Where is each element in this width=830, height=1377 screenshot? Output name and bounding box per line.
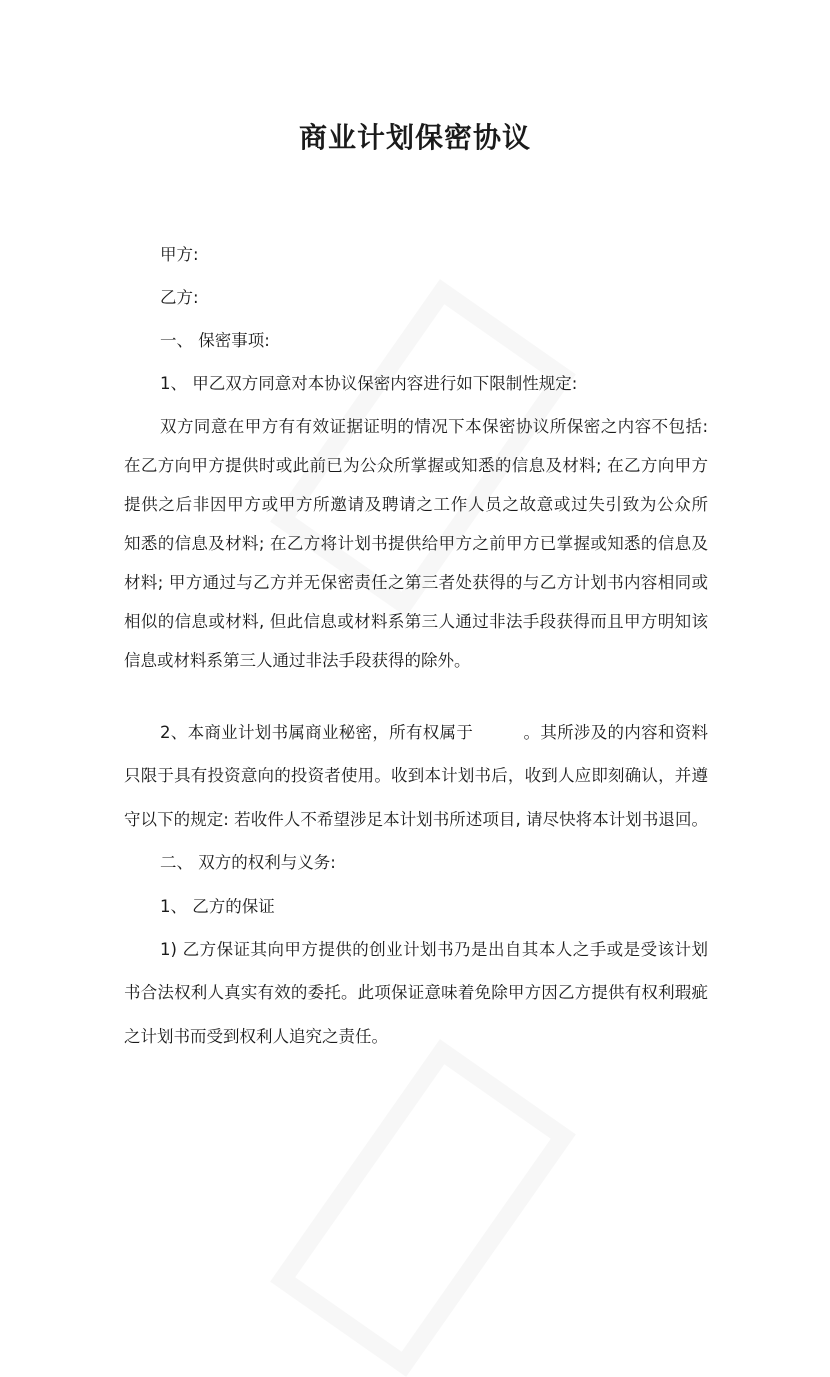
party-b-label: 乙方:: [160, 288, 199, 307]
clause: 1、 乙方的保证: [160, 897, 275, 916]
paragraph-line: 提供之后非因甲方或甲方所邀请及聘请之工作人员之故意或过失引致为公众所: [124, 495, 708, 514]
paragraph-line: 书合法权利人真实有效的委托。此项保证意味着免除甲方因乙方提供有权利瑕疵: [124, 983, 708, 1002]
paragraph-line: 在乙方向甲方提供时或此前已为公众所掌握或知悉的信息及材料; 在乙方向甲方: [124, 456, 708, 475]
paragraph-line: 2、本商业计划书属商业秘密，所有权属于 。其所涉及的内容和资料: [160, 723, 708, 742]
clause: 1、 甲乙双方同意对本协议保密内容进行如下限制性规定:: [160, 374, 578, 393]
paragraph-line: 相似的信息或材料, 但此信息或材料系第三人通过非法手段获得而且甲方明知该: [124, 612, 708, 631]
party-a-label: 甲方:: [160, 245, 199, 264]
paragraph-line: 材料; 甲方通过与乙方并无保密责任之第三者处获得的与乙方计划书内容相同或: [124, 573, 708, 592]
paragraph-line: 之计划书而受到权利人追究之责任。: [124, 1027, 388, 1046]
paragraph-line: 信息或材料系第三人通过非法手段获得的除外。: [124, 651, 471, 670]
paragraph-line: 守以下的规定: 若收件人不希望涉足本计划书所述项目, 请尽快将本计划书退回。: [124, 810, 708, 829]
paragraph-line: 只限于具有投资意向的投资者使用。收到本计划书后，收到人应即刻确认，并遵: [124, 766, 708, 785]
section-heading: 二、 双方的权利与义务:: [160, 853, 336, 872]
section-heading: 一、 保密事项:: [160, 331, 270, 350]
watermark: [270, 1039, 576, 1377]
paragraph-line: 知悉的信息及材料; 在乙方将计划书提供给甲方之前甲方已掌握或知悉的信息及: [124, 534, 708, 553]
document-title: 商业计划保密协议: [298, 121, 531, 154]
paragraph-line: 1) 乙方保证其向甲方提供的创业计划书乃是出自其本人之手或是受该计划: [160, 940, 708, 959]
paragraph-line: 双方同意在甲方有有效证据证明的情况下本保密协议所保密之内容不包括:: [160, 417, 708, 436]
